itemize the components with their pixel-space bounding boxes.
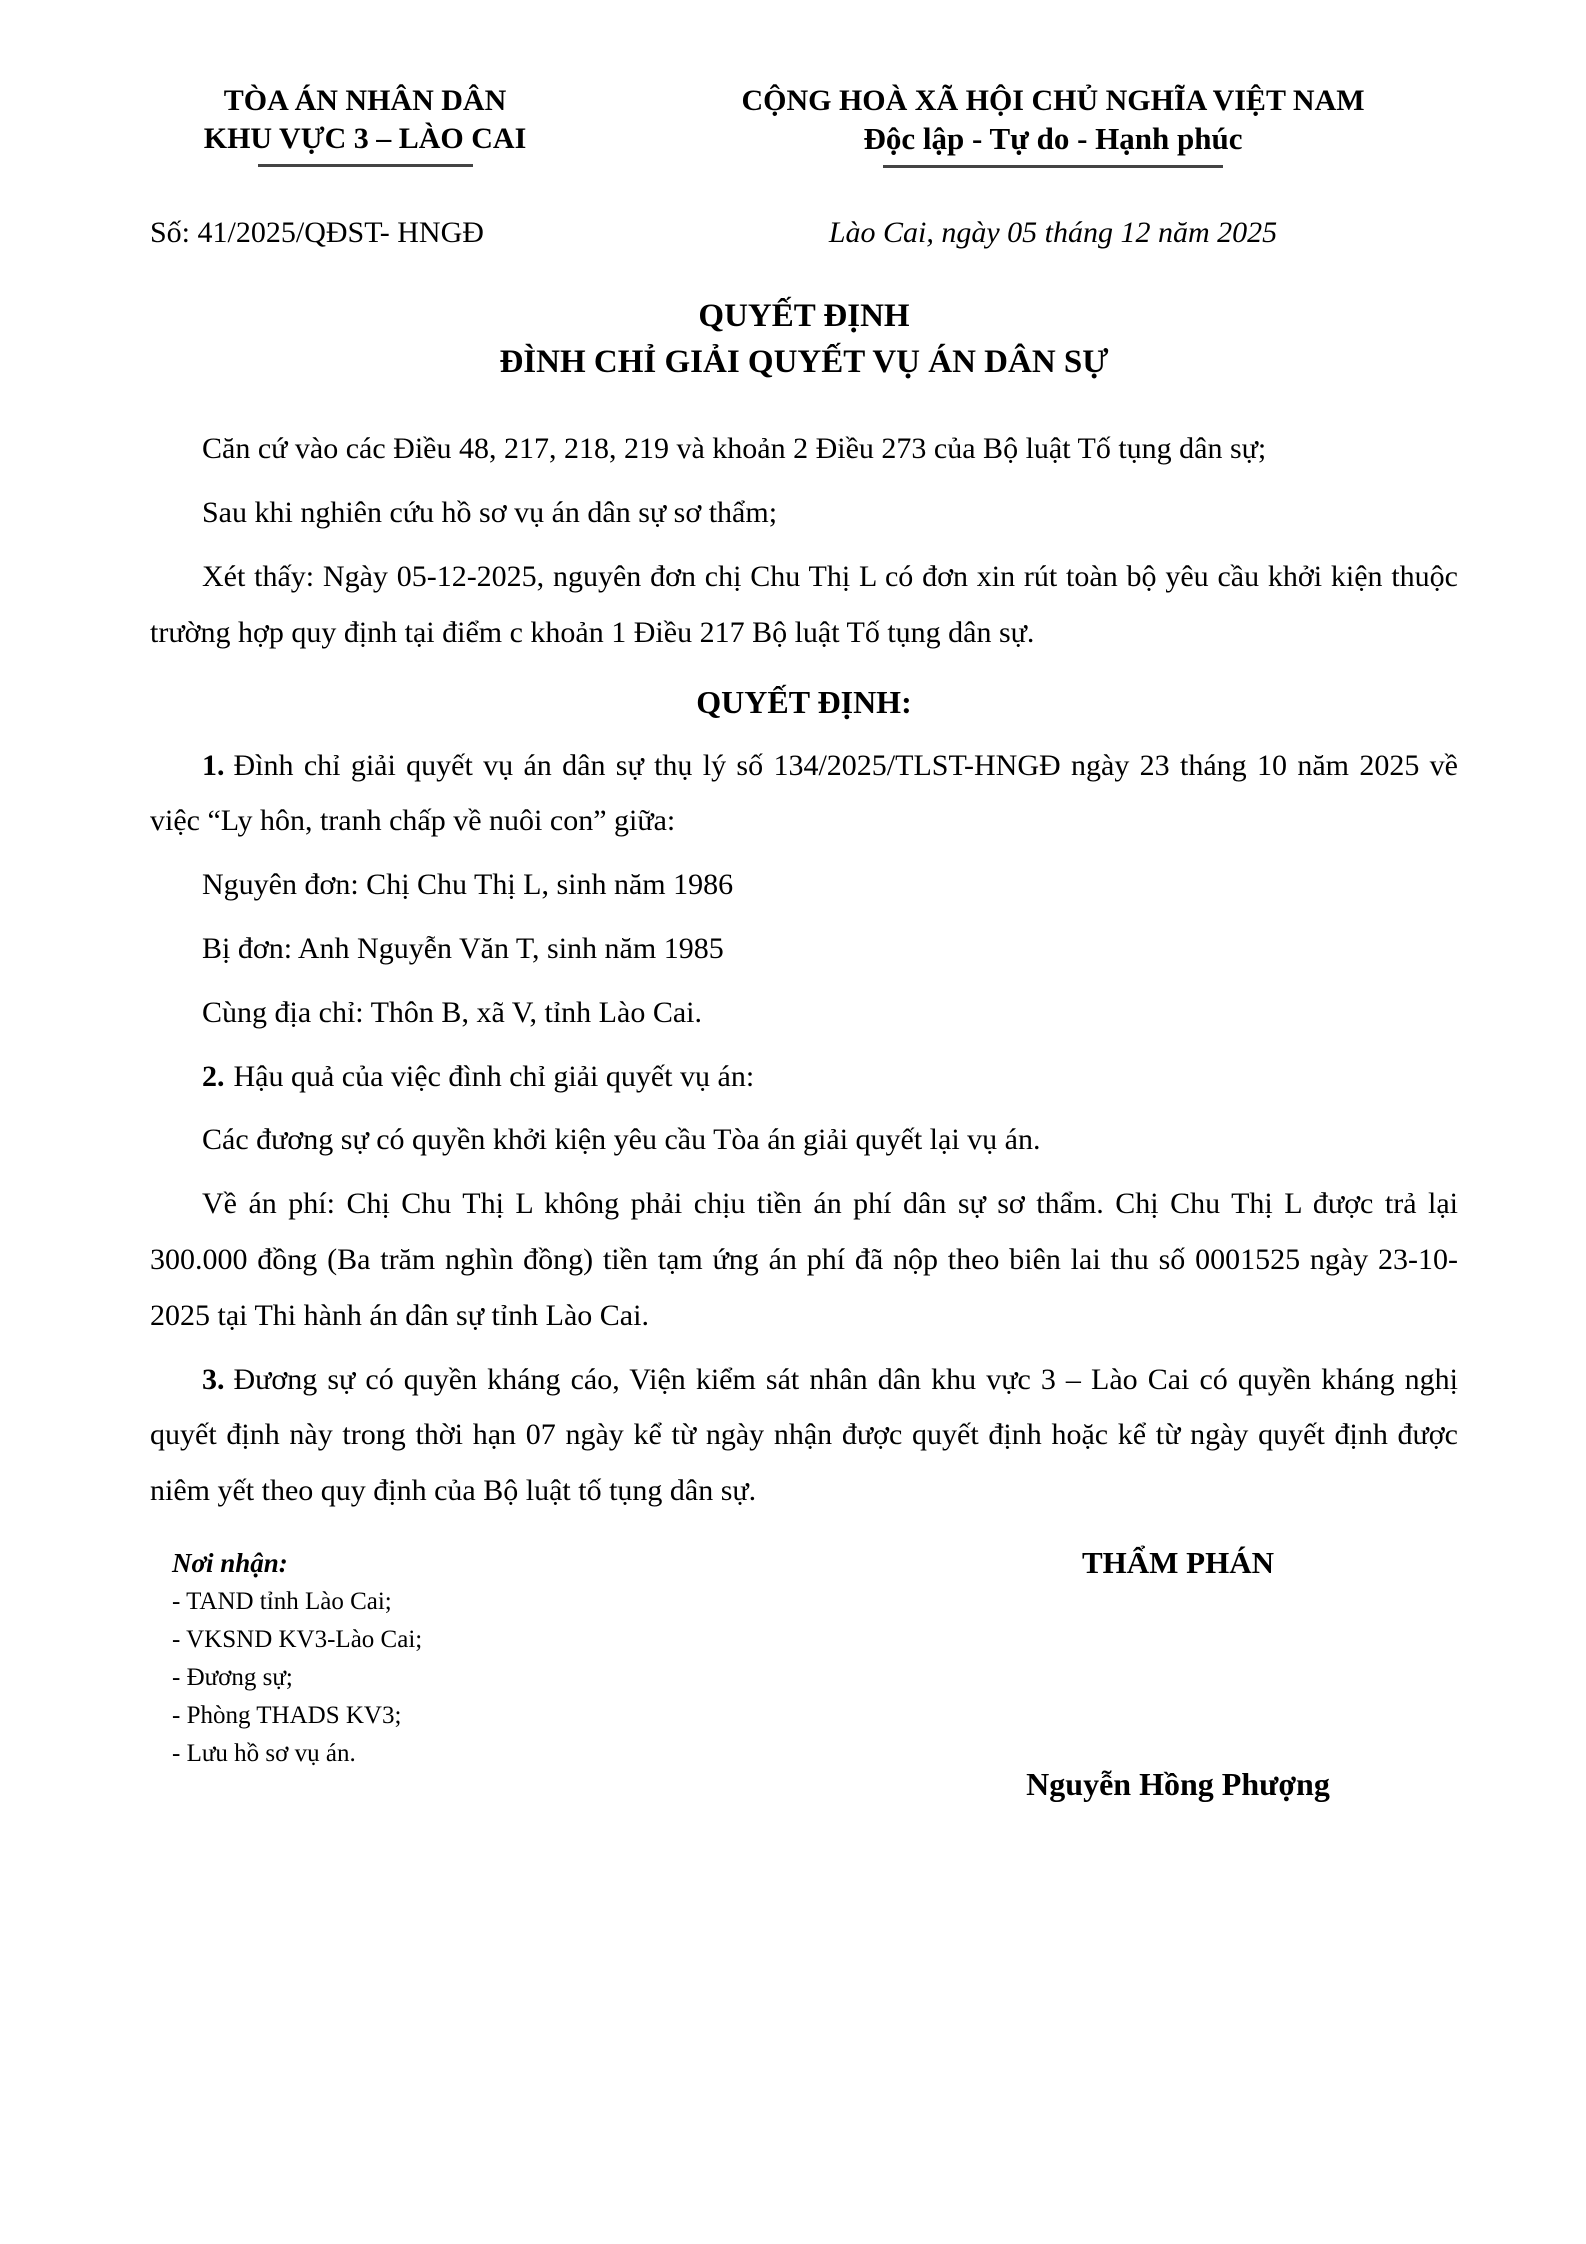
court-name-block	[150, 82, 580, 167]
recipient-item: - Đương sự;	[172, 1663, 293, 1691]
place-date-wrap	[648, 216, 1458, 250]
place-and-date: Lào Cai, ngày 05 tháng 12 năm 2025	[828, 216, 1278, 250]
preamble-paragraph-2: Sau khi nghiên cứu hồ sơ vụ án dân sự sơ thẩm;	[202, 496, 778, 530]
court-name-line1: TÒA ÁN NHÂN DÂN	[223, 84, 507, 117]
document-body	[150, 421, 1458, 1519]
defendant-line: Bị đơn: Anh Nguyễn Văn T, sinh năm 1985	[202, 932, 724, 966]
preamble-paragraph-3: Xét thấy: Ngày 05-12-2025, nguyên đơn chị Chu Thị L có đơn xin rút toàn bộ yêu cầu khởi kiện thuộc trường hợp quy định tại điểm c khoản 1 Điều 217 Bộ luật Tố tụng dân sự.	[150, 559, 1458, 649]
decision-item-2	[150, 1049, 1458, 1105]
document-title	[150, 294, 1458, 385]
decision-item-2-number: 2.	[202, 1059, 225, 1093]
court-name-line2: KHU VỰC 3 – LÀO CAI	[203, 121, 527, 155]
title-line1: QUYẾT ĐỊNH	[698, 298, 910, 335]
decision-item-2-text: Hậu quả của việc đình chỉ giải quyết vụ án:	[233, 1059, 755, 1093]
judge-title: THẨM PHÁN	[1081, 1545, 1274, 1581]
document-number: Số: 41/2025/QĐST- HNGĐ	[150, 216, 484, 250]
recipients-block	[172, 1545, 792, 1803]
national-motto-block	[648, 82, 1458, 168]
preamble-paragraph-1: Căn cứ vào các Điều 48, 217, 218, 219 và khoản 2 Điều 273 của Bộ luật Tố tụng dân sự;	[202, 432, 1267, 466]
title-line2: ĐÌNH CHỈ GIẢI QUYẾT VỤ ÁN DÂN SỰ	[499, 343, 1109, 380]
decision-item-1-number: 1.	[202, 748, 225, 782]
motto-underline	[883, 165, 1223, 168]
address-line: Cùng địa chỉ: Thôn B, xã V, tỉnh Lào Cai.	[202, 995, 702, 1029]
decision-section-heading: QUYẾT ĐỊNH:	[696, 683, 912, 720]
signature-block	[898, 1545, 1458, 1803]
fees-paragraph: Về án phí: Chị Chu Thị L không phải chịu tiền án phí dân sự sơ thẩm. Chị Chu Thị L được trả lại 300.000 đồng (Ba trăm nghìn đồng) tiền tạm ứng án phí đã nộp theo biên lai thu số 0001525 ngày 23-10-2025 tại Thi hành án dân sự tỉnh Lào Cai.	[150, 1187, 1458, 1332]
recipient-item: - Phòng THADS KV3;	[172, 1701, 402, 1729]
decision-item-1	[150, 738, 1458, 850]
plaintiff-line: Nguyên đơn: Chị Chu Thị L, sinh năm 1986	[202, 868, 734, 902]
decision-item-3-number: 3.	[202, 1362, 225, 1396]
recipient-item: - Lưu hồ sơ vụ án.	[172, 1739, 356, 1767]
recipient-item: - TAND tỉnh Lào Cai;	[172, 1587, 392, 1615]
decision-item-3-text: Đương sự có quyền kháng cáo, Viện kiểm sát nhân dân khu vực 3 – Lào Cai có quyền kháng nghị quyết định này trong thời hạn 07 ngày kể từ ngày nhận được quyết định hoặc kể từ ngày quyết định được niêm yết theo quy định của Bộ luật tố tụng dân sự.	[150, 1362, 1458, 1508]
decision-item-1-text: Đình chỉ giải quyết vụ án dân sự thụ lý số 134/2025/TLST-HNGĐ ngày 23 tháng 10 năm 2025 về việc “Ly hôn, tranh chấp về nuôi con” giữa:	[150, 748, 1458, 838]
decision-item-3	[150, 1352, 1458, 1519]
consequence-line: Các đương sự có quyền khởi kiện yêu cầu Tòa án giải quyết lại vụ án.	[202, 1123, 1041, 1157]
number-date-row	[150, 216, 1458, 250]
recipient-item: - VKSND KV3-Lào Cai;	[172, 1625, 423, 1653]
document-footer	[150, 1545, 1458, 1803]
judge-name: Nguyễn Hồng Phượng	[1026, 1766, 1330, 1803]
court-name-underline	[258, 164, 473, 167]
document-header	[150, 82, 1458, 168]
recipients-label: Nơi nhận:	[172, 1548, 288, 1579]
republic-name: CỘNG HOÀ XÃ HỘI CHỦ NGHĨA VIỆT NAM	[741, 84, 1365, 117]
republic-motto: Độc lập - Tự do - Hạnh phúc	[863, 120, 1243, 156]
